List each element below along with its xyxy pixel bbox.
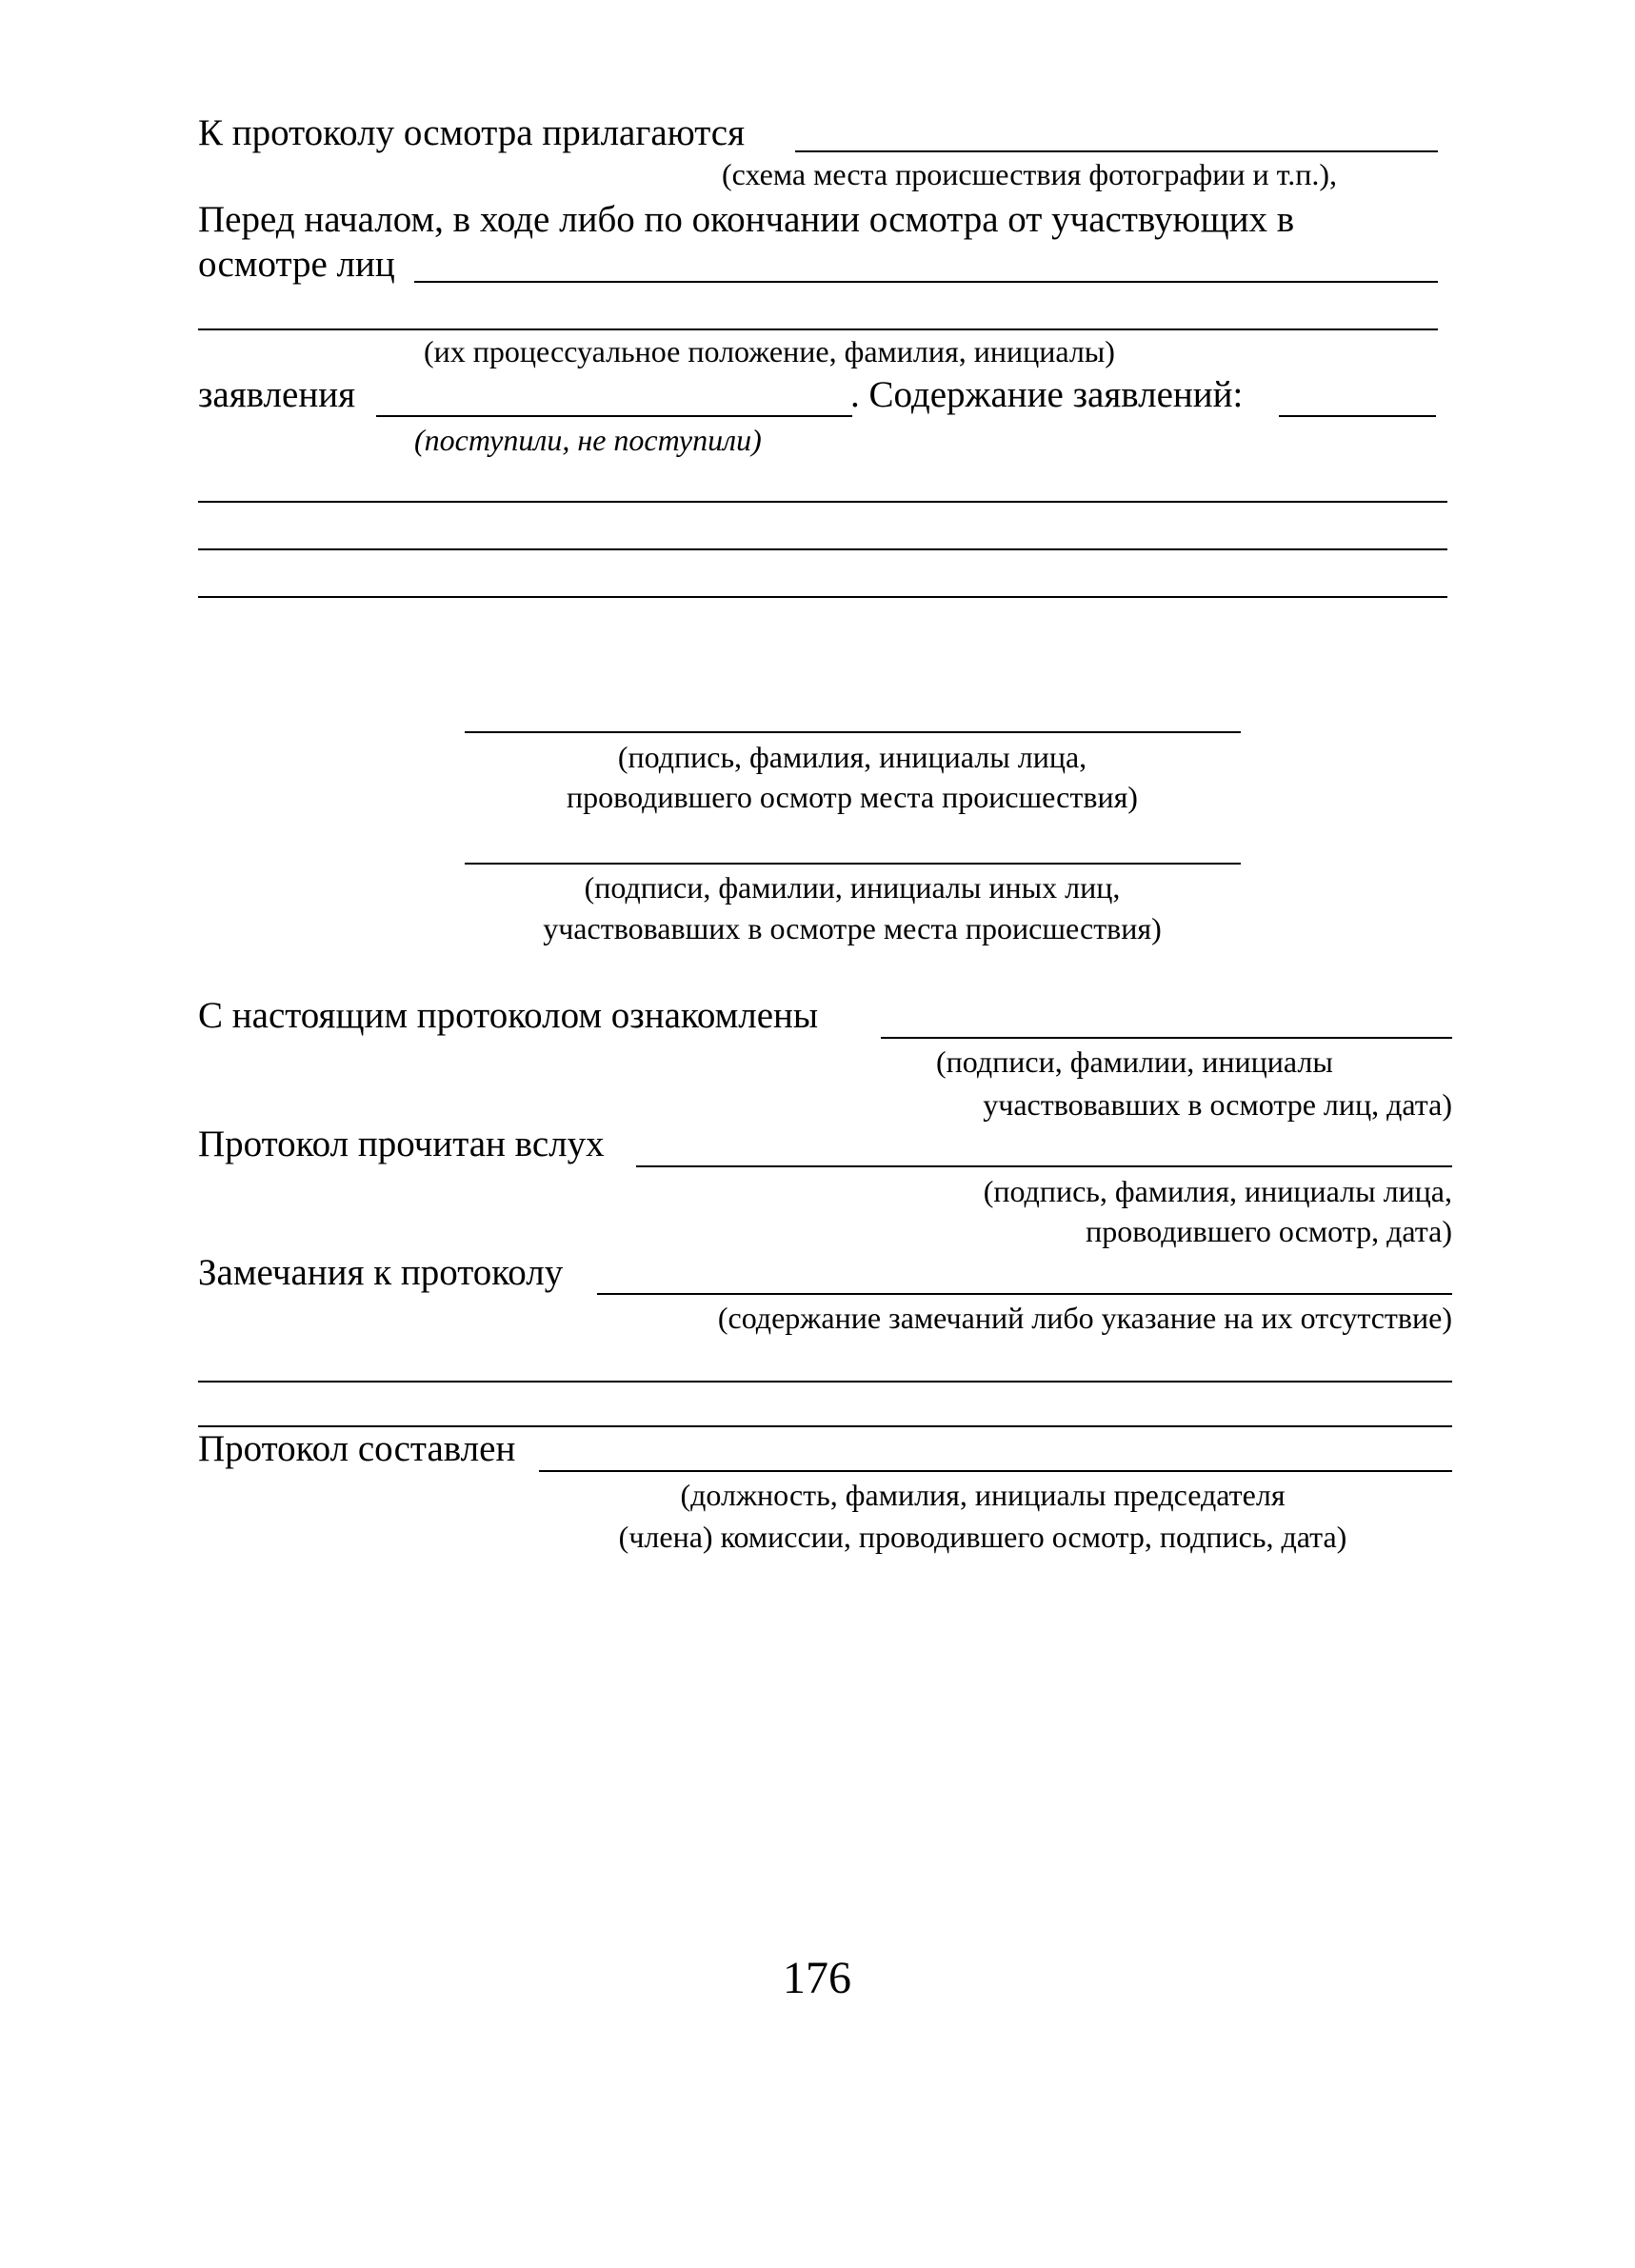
others-hint-1: (подписи, фамилии, инициалы иных лиц, <box>584 870 1121 905</box>
statements-content-line-2[interactable] <box>198 548 1447 550</box>
acquainted-hint-2: участвовавших в осмотре лиц, дата) <box>983 1087 1452 1122</box>
read-aloud-hint-1: (подпись, фамилия, инициалы лица, <box>983 1174 1452 1208</box>
statements-text-line-2: осмотре лиц <box>198 244 395 285</box>
attachments-hint: (схема места происшествия фотографии и т.п.), <box>722 157 1338 191</box>
statements-text-line-1: Перед началом, в ходе либо по окончании осмотра от участвующих в <box>198 199 1295 240</box>
statements-content-line-1[interactable] <box>198 501 1447 503</box>
read-aloud-label: Протокол прочитан вслух <box>198 1124 605 1164</box>
received-hint: (поступили, не поступили) <box>414 423 762 457</box>
statements-content-label: . Содержание заявлений: <box>850 374 1244 415</box>
persons-fill-line-1[interactable] <box>414 281 1438 283</box>
statements-label: заявления <box>198 374 356 415</box>
remarks-hint: (содержание замечаний либо указание на их отсутствие) <box>717 1301 1452 1335</box>
persons-fill-line-2[interactable] <box>198 328 1438 330</box>
inspector-signature-line[interactable] <box>465 731 1241 733</box>
compiled-hint-1: (должность, фамилия, инициалы председателя <box>680 1478 1286 1512</box>
persons-hint: (их процессуальное положение, фамилия, инициалы) <box>424 334 1115 368</box>
remarks-line-1[interactable] <box>198 1381 1452 1383</box>
statements-received-line[interactable] <box>376 415 852 417</box>
attachments-label: К протоколу осмотра прилагаются <box>198 112 746 153</box>
read-aloud-hint-2: проводившего осмотр, дата) <box>1086 1214 1452 1248</box>
others-signature-line[interactable] <box>465 863 1241 865</box>
inspector-hint-2: проводившего осмотр места происшествия) <box>567 780 1138 814</box>
compiled-label: Протокол составлен <box>198 1428 516 1469</box>
remarks-line-2[interactable] <box>198 1425 1452 1427</box>
acquainted-hint-1: (подписи, фамилии, инициалы <box>936 1044 1333 1079</box>
page-number: 176 <box>783 1953 851 2003</box>
acquainted-fill-line[interactable] <box>881 1037 1452 1039</box>
remarks-fill-line[interactable] <box>597 1293 1452 1295</box>
remarks-label: Замечания к протоколу <box>198 1252 564 1293</box>
statements-content-line-3[interactable] <box>198 596 1447 598</box>
statements-content-line[interactable] <box>1279 415 1436 417</box>
others-hint-2: участвовавших в осмотре места происшествия) <box>543 911 1162 945</box>
inspector-hint-1: (подпись, фамилия, инициалы лица, <box>617 740 1087 774</box>
compiled-hint-2: (члена) комиссии, проводившего осмотр, подпись, дата) <box>618 1520 1347 1554</box>
compiled-fill-line[interactable] <box>539 1470 1452 1472</box>
read-aloud-fill-line[interactable] <box>636 1165 1452 1167</box>
attachments-fill-line[interactable] <box>795 150 1438 152</box>
acquainted-label: С настоящим протоколом ознакомлены <box>198 995 819 1036</box>
